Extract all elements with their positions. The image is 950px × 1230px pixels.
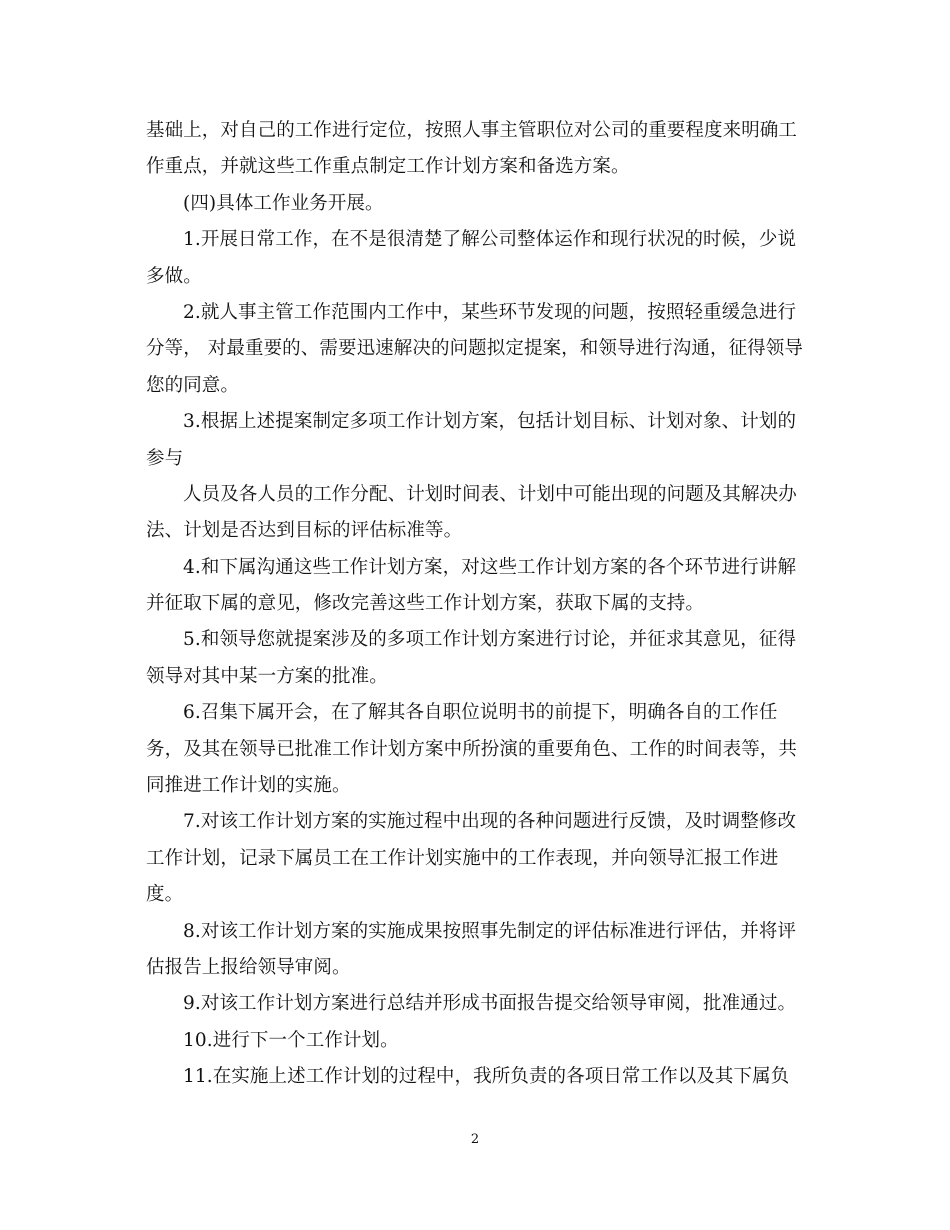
- list-item-2: 2.就人事主管工作范围内工作中，某些环节发现的问题，按照轻重缓急进行: [183, 301, 797, 323]
- list-item-9: 9.对该工作计划方案进行总结并形成书面报告提交给领导审阅，批准通过。: [183, 993, 797, 1015]
- text-line: 您的同意。: [146, 374, 240, 396]
- text-line: 法、计划是否达到目标的评估标准等。: [146, 520, 463, 542]
- text-line: 分等， 对最重要的、需要迅速解决的问题拟定提案，和领导进行沟通，征得领导: [146, 338, 803, 360]
- text-line: 同推进工作计划的实施。: [146, 775, 351, 797]
- text-line: 基础上，对自己的工作进行定位，按照人事主管职位对公司的重要程度来明确工: [146, 120, 798, 141]
- text-line: 工作计划，记录下属员工在工作计划实施中的工作表现，并向领导汇报工作进: [146, 847, 779, 869]
- list-item-11: 11.在实施上述工作计划的过程中，我所负责的各项日常工作以及其下属负: [183, 1066, 790, 1088]
- text-line: 人员及各人员的工作分配、计划时间表、计划中可能出现的问题及其解决办: [183, 483, 797, 505]
- list-item-3: 3.根据上述提案制定多项工作计划方案，包括计划目标、计划对象、计划的: [183, 411, 797, 433]
- text-line: 参与: [146, 447, 184, 469]
- list-item-5: 5.和领导您就提案涉及的多项工作计划方案进行讨论，并征求其意见，征得: [183, 629, 797, 651]
- text-line: 务，及其在领导已批准工作计划方案中所扮演的重要角色、工作的时间表等，共: [146, 738, 798, 760]
- list-item-8: 8.对该工作计划方案的实施成果按照事先制定的评估标准进行评估，并将评: [183, 920, 797, 942]
- document-body: [146, 113, 806, 1096]
- section-heading: (四)具体工作业务开展。: [183, 192, 384, 214]
- list-item-1: 1.开展日常工作，在不是很清楚了解公司整体运作和现行状况的时候，少说: [183, 229, 797, 251]
- list-item-7: 7.对该工作计划方案的实施过程中出现的各种问题进行反馈，及时调整修改: [183, 811, 797, 833]
- list-item-4: 4.和下属沟通这些工作计划方案，对这些工作计划方案的各个环节进行讲解: [183, 556, 797, 578]
- text-line: 领导对其中某一方案的批准。: [146, 665, 388, 687]
- text-line: 并征取下属的意见，修改完善这些工作计划方案，获取下属的支持。: [146, 593, 705, 615]
- page-number: 2: [470, 1132, 480, 1147]
- text-line: 多做。: [146, 265, 202, 287]
- list-item-6: 6.召集下属开会，在了解其各自职位说明书的前提下，明确各自的工作任: [183, 702, 778, 724]
- text-line: 估报告上报给领导审阅。: [146, 956, 351, 978]
- list-item-10: 10.进行下一个工作计划。: [183, 1029, 399, 1051]
- text-line: 度。: [146, 884, 184, 906]
- text-line: 作重点，并就这些工作重点制定工作计划方案和备选方案。: [146, 156, 630, 178]
